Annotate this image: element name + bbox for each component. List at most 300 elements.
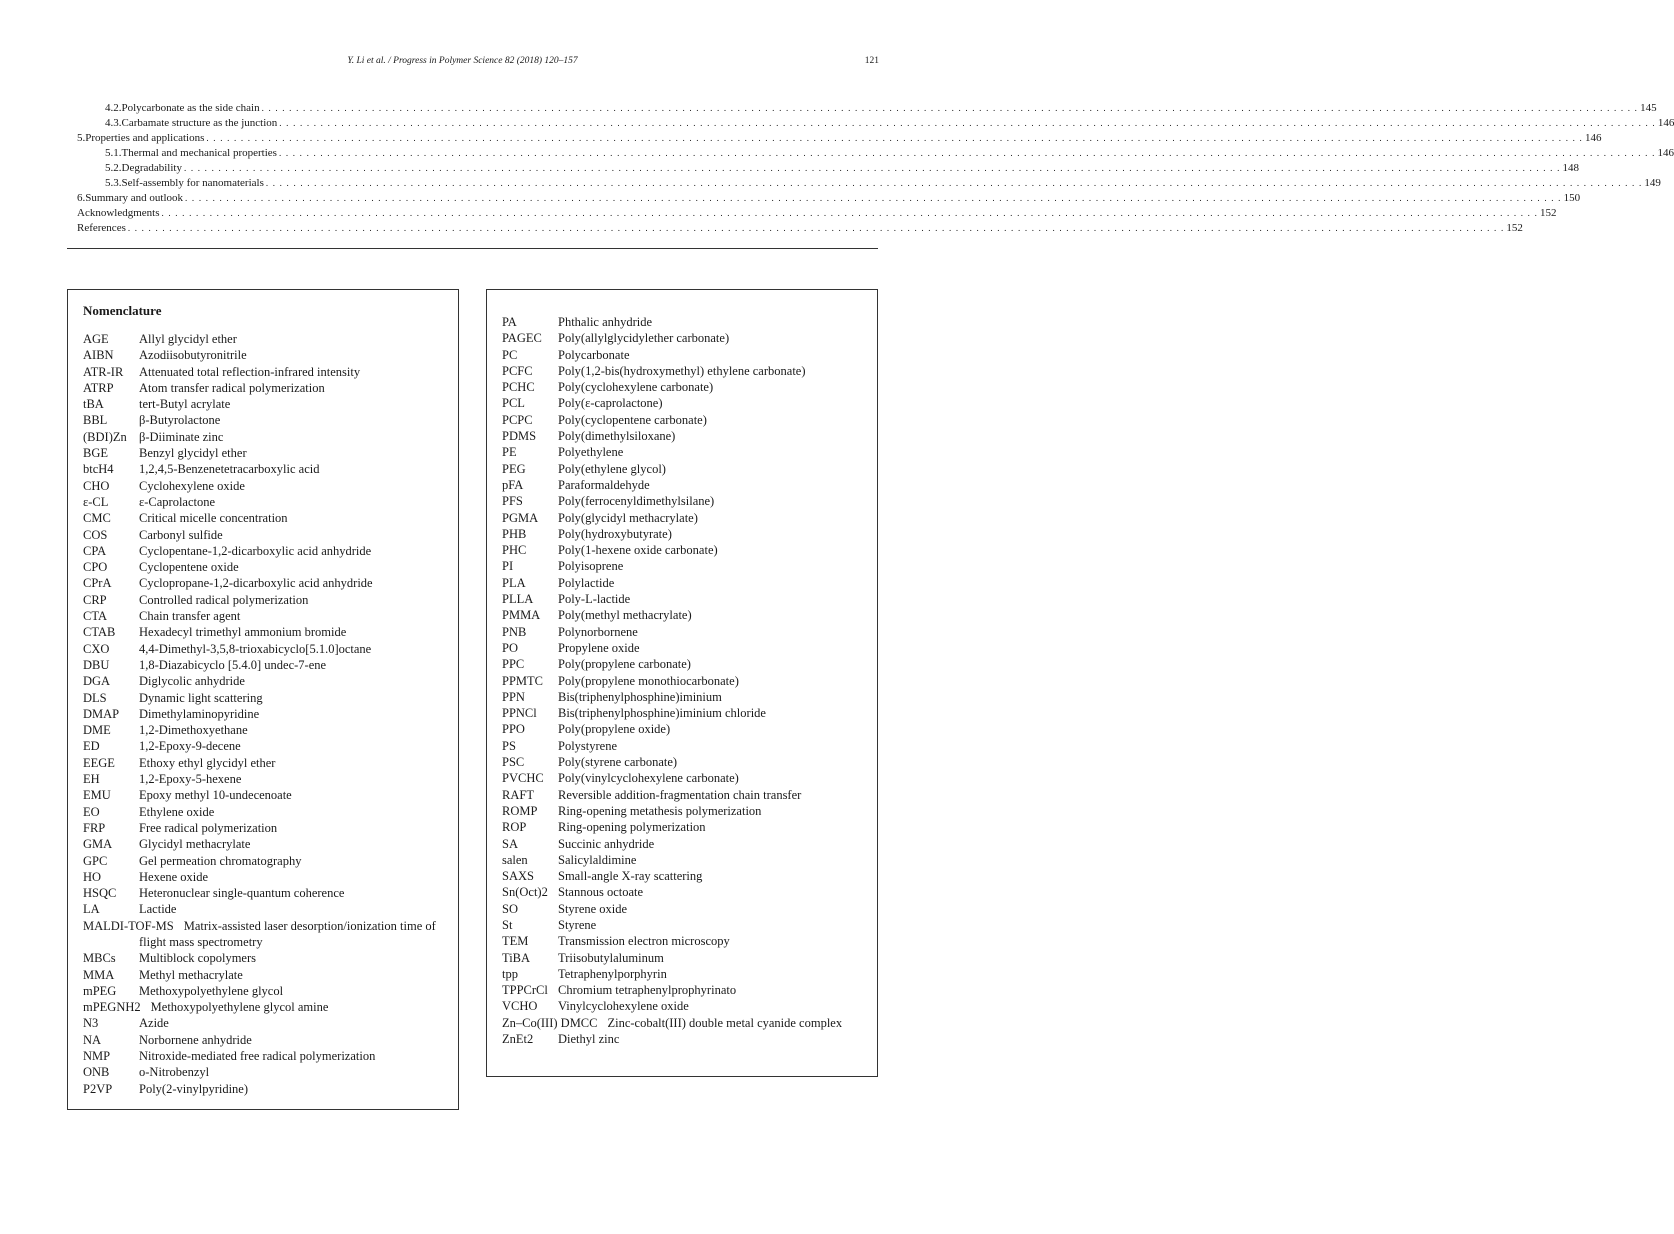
- nomenclature-definition: Poly(dimethylsiloxane): [558, 429, 676, 444]
- nomenclature-entry: [83, 527, 458, 543]
- nomenclature-definition: Polyisoprene: [558, 559, 624, 574]
- nomenclature-entry: [502, 836, 877, 852]
- nomenclature-definition: Poly(hydroxybutyrate): [558, 526, 672, 541]
- nomenclature-entry: [502, 412, 877, 428]
- nomenclature-definition: Atom transfer radical polymerization: [139, 380, 325, 395]
- nomenclature-entry: [83, 1032, 458, 1048]
- toc-entry[interactable]: [77, 191, 1581, 206]
- nomenclature-entry: [83, 755, 458, 771]
- nomenclature-definition: Poly(methyl methacrylate): [558, 608, 692, 623]
- nomenclature-definition: Free radical polymerization: [139, 820, 278, 835]
- nomenclature-abbreviation: PDMS: [502, 429, 537, 444]
- nomenclature-entry: [83, 657, 458, 673]
- nomenclature-list-left: [83, 331, 458, 1097]
- nomenclature-definition: β-Diiminate zinc: [139, 429, 224, 444]
- nomenclature-abbreviation: BGE: [83, 446, 108, 461]
- nomenclature-abbreviation: PA: [502, 315, 517, 329]
- nomenclature-definition: Attenuated total reflection-infrared intensity: [139, 364, 361, 379]
- nomenclature-entry: [502, 705, 877, 721]
- nomenclature-abbreviation: mPEGNH2: [83, 1000, 141, 1015]
- nomenclature-entry: [502, 673, 877, 689]
- nomenclature-abbreviation: DMAP: [83, 706, 120, 721]
- nomenclature-definition: Transmission electron microscopy: [558, 934, 730, 949]
- toc-leader-dots: . . . . . . . . . . . . . . . . . . . . . . . . . . . . . . . . . . . . . . . . . . . . . . . . . . . . . . . . . . . . . . . . . . . . . . . . . . . . . . . . . . . . . . . . . . . . . . . . . . . . . . . . . . . . . . . . . . . . . . . . . . . . . . . . . . . . . . . . . . . . . . . . . . . . . . . . . . . . . . . . . . . . . . . . . . . . . . . . . . . . . . . . . . . . . . . . . . . . . . . .: [265, 178, 1643, 188]
- nomenclature-definition: Norbornene anhydride: [139, 1032, 252, 1047]
- nomenclature-abbreviation: GPC: [83, 853, 108, 868]
- nomenclature-definition: Phthalic anhydride: [558, 315, 653, 329]
- nomenclature-definition: Ring-opening metathesis polymerization: [558, 803, 762, 818]
- nomenclature-entry: [502, 607, 877, 623]
- nomenclature-definition: Lactide: [139, 902, 177, 917]
- nomenclature-entry: [502, 933, 877, 949]
- nomenclature-box-left: [67, 289, 459, 1110]
- nomenclature-entry: [83, 429, 458, 445]
- nomenclature-entry: [502, 754, 877, 770]
- nomenclature-entry: [83, 1015, 458, 1031]
- nomenclature-abbreviation: MALDI-TOF-MS: [83, 918, 174, 933]
- nomenclature-abbreviation: CRP: [83, 592, 107, 607]
- nomenclature-abbreviation: PAGEC: [502, 331, 542, 346]
- nomenclature-abbreviation: HO: [83, 869, 102, 884]
- nomenclature-definition: 1,2-Epoxy-9-decene: [139, 739, 241, 754]
- nomenclature-definition: Glycidyl methacrylate: [139, 837, 251, 852]
- nomenclature-abbreviation: AIBN: [83, 348, 114, 363]
- nomenclature-entry: [83, 510, 458, 526]
- nomenclature-entry: [83, 901, 458, 917]
- nomenclature-definition: Polystyrene: [558, 738, 618, 753]
- nomenclature-definition: Triisobutylaluminum: [558, 950, 664, 965]
- nomenclature-abbreviation: CPrA: [83, 576, 112, 591]
- nomenclature-abbreviation: btcH4: [83, 462, 114, 477]
- nomenclature-abbreviation: PO: [502, 640, 518, 655]
- nomenclature-definition: Vinylcyclohexylene oxide: [558, 999, 689, 1014]
- nomenclature-definition: Poly(propylene carbonate): [558, 657, 691, 672]
- nomenclature-definition: Controlled radical polymerization: [139, 592, 309, 607]
- nomenclature-entry: [502, 428, 877, 444]
- nomenclature-entry: [502, 591, 877, 607]
- toc-entry-number: 4.3.: [105, 117, 122, 129]
- toc-entry-page: 146: [1584, 132, 1602, 144]
- nomenclature-definition: Poly(cyclohexylene carbonate): [558, 380, 714, 395]
- nomenclature-abbreviation: CMC: [83, 511, 111, 526]
- nomenclature-abbreviation: Zn–Co(III) DMCC: [502, 1015, 598, 1030]
- nomenclature-abbreviation: TPPCrCl: [502, 983, 548, 998]
- nomenclature-definition: 1,2-Dimethoxyethane: [139, 723, 248, 738]
- nomenclature-definition: Polyethylene: [558, 445, 624, 460]
- nomenclature-entry: [502, 803, 877, 819]
- nomenclature-definition: Poly(ferrocenyldimethylsilane): [558, 494, 715, 509]
- nomenclature-box-right: [486, 289, 878, 1077]
- nomenclature-abbreviation: PPNCl: [502, 706, 537, 721]
- nomenclature-abbreviation: COS: [83, 527, 108, 542]
- toc-entry[interactable]: [77, 146, 1674, 161]
- nomenclature-definition: 1,2,4,5-Benzenetetracarboxylic acid: [139, 462, 320, 477]
- nomenclature-entry: [83, 412, 458, 428]
- nomenclature-abbreviation: PC: [502, 347, 518, 362]
- nomenclature-entry: [83, 380, 458, 396]
- nomenclature-definition: Stannous octoate: [558, 885, 644, 900]
- nomenclature-abbreviation: Sn(Oct)2: [502, 885, 548, 900]
- nomenclature-definition: 1,8-Diazabicyclo [5.4.0] undec-7-ene: [139, 657, 327, 672]
- toc-entry-title: Properties and applications: [85, 132, 205, 144]
- nomenclature-definition: Hexene oxide: [139, 869, 209, 884]
- table-of-contents: [77, 101, 1674, 236]
- nomenclature-entry: [502, 966, 877, 982]
- nomenclature-entry: [502, 624, 877, 640]
- nomenclature-entry: [83, 999, 458, 1015]
- nomenclature-abbreviation: (BDI)Zn: [83, 429, 127, 444]
- nomenclature-definition: ε-Caprolactone: [139, 494, 216, 509]
- toc-entry[interactable]: [77, 221, 1523, 236]
- nomenclature-entry: [502, 477, 877, 493]
- nomenclature-entry: [502, 510, 877, 526]
- nomenclature-abbreviation: PPN: [502, 689, 525, 704]
- nomenclature-abbreviation: RAFT: [502, 787, 534, 802]
- toc-entry-number: 5.: [77, 132, 86, 144]
- nomenclature-abbreviation: P2VP: [83, 1081, 113, 1096]
- toc-entry-number: 4.2.: [105, 102, 122, 114]
- nomenclature-definition: Matrix-assisted laser desorption/ionization time of flight mass spectrometry: [139, 918, 436, 949]
- toc-entry-title: Thermal and mechanical properties: [121, 147, 277, 159]
- nomenclature-entry: [83, 706, 458, 722]
- nomenclature-entry: [502, 738, 877, 754]
- nomenclature-definition: Carbonyl sulfide: [139, 527, 223, 542]
- nomenclature-definition: Allyl glycidyl ether: [139, 332, 237, 346]
- nomenclature-definition: Diethyl zinc: [558, 1032, 620, 1047]
- toc-entry[interactable]: [77, 101, 1657, 116]
- nomenclature-abbreviation: LA: [83, 902, 100, 917]
- nomenclature-definition: Small-angle X-ray scattering: [558, 869, 703, 884]
- nomenclature-definition: Ethoxy ethyl glycidyl ether: [139, 755, 276, 770]
- nomenclature-entry: [502, 884, 877, 900]
- nomenclature-entry: [83, 1064, 458, 1080]
- nomenclature-definition: Methoxypolyethylene glycol amine: [150, 1000, 329, 1015]
- nomenclature-abbreviation: SA: [502, 836, 518, 851]
- nomenclature-definition: Cyclopropane-1,2-dicarboxylic acid anhydride: [139, 576, 373, 591]
- toc-entry[interactable]: [77, 131, 1602, 146]
- nomenclature-entry: [83, 1048, 458, 1064]
- nomenclature-entry: [502, 542, 877, 558]
- nomenclature-definition: β-Butyrolactone: [139, 413, 221, 428]
- nomenclature-entry: [502, 998, 877, 1014]
- toc-entry-number: 5.2.: [105, 162, 122, 174]
- nomenclature-entry: [502, 1015, 877, 1031]
- nomenclature-entry: [83, 608, 458, 624]
- nomenclature-definition: Poly(styrene carbonate): [558, 755, 678, 770]
- nomenclature-entry: [83, 983, 458, 999]
- nomenclature-entry: [502, 395, 877, 411]
- nomenclature-abbreviation: MMA: [83, 967, 115, 982]
- toc-entry-page: 150: [1563, 192, 1581, 204]
- nomenclature-definition: Cyclohexylene oxide: [139, 478, 245, 493]
- nomenclature-definition: Benzyl glycidyl ether: [139, 446, 247, 461]
- nomenclature-entry: [83, 738, 458, 754]
- nomenclature-abbreviation: DLS: [83, 690, 107, 705]
- toc-entry-title: Acknowledgments: [77, 207, 160, 219]
- toc-leader-dots: . . . . . . . . . . . . . . . . . . . . . . . . . . . . . . . . . . . . . . . . . . . . . . . . . . . . . . . . . . . . . . . . . . . . . . . . . . . . . . . . . . . . . . . . . . . . . . . . . . . . . . . . . . . . . . . . . . . . . . . . . . . . . . . . . . . . . . . . . . . . . . . . . . . . . . . . . . . . . . . . . . . . . . . . . . . . . . . . . . . . . . . . . . . . . . . . . . . . . . . .: [279, 118, 1656, 128]
- nomenclature-entry: [502, 656, 877, 672]
- toc-leader-dots: . . . . . . . . . . . . . . . . . . . . . . . . . . . . . . . . . . . . . . . . . . . . . . . . . . . . . . . . . . . . . . . . . . . . . . . . . . . . . . . . . . . . . . . . . . . . . . . . . . . . . . . . . . . . . . . . . . . . . . . . . . . . . . . . . . . . . . . . . . . . . . . . . . . . . . . . . . . . . . . . . . . . . . . . . . . . . . . . . . . . . . . . . . . . . . . . . . . . . . . .: [161, 208, 1539, 218]
- nomenclature-entry: [83, 445, 458, 461]
- toc-leader-dots: . . . . . . . . . . . . . . . . . . . . . . . . . . . . . . . . . . . . . . . . . . . . . . . . . . . . . . . . . . . . . . . . . . . . . . . . . . . . . . . . . . . . . . . . . . . . . . . . . . . . . . . . . . . . . . . . . . . . . . . . . . . . . . . . . . . . . . . . . . . . . . . . . . . . . . . . . . . . . . . . . . . . . . . . . . . . . . . . . . . . . . . . . . . . . . . . . . . . . . . .: [185, 193, 1562, 203]
- toc-leader-dots: . . . . . . . . . . . . . . . . . . . . . . . . . . . . . . . . . . . . . . . . . . . . . . . . . . . . . . . . . . . . . . . . . . . . . . . . . . . . . . . . . . . . . . . . . . . . . . . . . . . . . . . . . . . . . . . . . . . . . . . . . . . . . . . . . . . . . . . . . . . . . . . . . . . . . . . . . . . . . . . . . . . . . . . . . . . . . . . . . . . . . . . . . . . . . . . . . . . . . . . .: [261, 103, 1639, 113]
- nomenclature-abbreviation: VCHO: [502, 999, 538, 1014]
- toc-entry-page: 152: [1506, 222, 1523, 234]
- toc-entry-page: 149: [1644, 177, 1661, 189]
- toc-entry-page: 148: [1562, 162, 1580, 174]
- nomenclature-entry: [83, 592, 458, 608]
- toc-entry[interactable]: [77, 176, 1661, 191]
- nomenclature-entry: [502, 819, 877, 835]
- nomenclature-abbreviation: NMP: [83, 1049, 111, 1064]
- nomenclature-entry: [83, 853, 458, 869]
- nomenclature-abbreviation: ED: [83, 739, 100, 754]
- nomenclature-abbreviation: CPO: [83, 560, 108, 575]
- nomenclature-entry: [83, 559, 458, 575]
- nomenclature-abbreviation: HSQC: [83, 886, 117, 901]
- nomenclature-abbreviation: ZnEt2: [502, 1032, 534, 1047]
- nomenclature-definition: Salicylaldimine: [558, 852, 637, 867]
- toc-entry-page: 152: [1540, 207, 1557, 219]
- nomenclature-abbreviation: GMA: [83, 837, 113, 852]
- nomenclature-entry: [502, 1031, 877, 1047]
- nomenclature-entry: [502, 493, 877, 509]
- nomenclature-abbreviation: CPA: [83, 543, 107, 558]
- nomenclature-definition: tert-Butyl acrylate: [139, 397, 231, 412]
- nomenclature-abbreviation: St: [502, 917, 513, 932]
- nomenclature-abbreviation: ATR-IR: [83, 364, 124, 379]
- nomenclature-definition: Propylene oxide: [558, 640, 640, 655]
- nomenclature-entry: [83, 836, 458, 852]
- nomenclature-definition: Poly(cyclopentene carbonate): [558, 412, 707, 427]
- nomenclature-entry: [83, 950, 458, 966]
- nomenclature-list-right: [502, 314, 877, 1047]
- nomenclature-entry: [83, 787, 458, 803]
- nomenclature-definition: Ethylene oxide: [139, 804, 215, 819]
- nomenclature-definition: Multiblock copolymers: [139, 951, 256, 966]
- nomenclature-abbreviation: PI: [502, 559, 514, 574]
- nomenclature-abbreviation: PPMTC: [502, 673, 543, 688]
- nomenclature-abbreviation: PMMA: [502, 608, 541, 623]
- nomenclature-definition: Paraformaldehyde: [558, 477, 650, 492]
- nomenclature-definition: Hexadecyl trimethyl ammonium bromide: [139, 625, 347, 640]
- nomenclature-abbreviation: pFA: [502, 477, 524, 492]
- nomenclature-definition: Poly(1-hexene oxide carbonate): [558, 543, 718, 558]
- nomenclature-entry: [502, 347, 877, 363]
- nomenclature-definition: Azide: [139, 1016, 169, 1031]
- nomenclature-abbreviation: PPC: [502, 657, 525, 672]
- nomenclature-abbreviation: DGA: [83, 674, 111, 689]
- nomenclature-definition: Chain transfer agent: [139, 609, 241, 624]
- nomenclature-entry: [502, 330, 877, 346]
- nomenclature-entry: [83, 543, 458, 559]
- nomenclature-definition: Dynamic light scattering: [139, 690, 263, 705]
- nomenclature-entry: [83, 722, 458, 738]
- nomenclature-entry: [83, 820, 458, 836]
- nomenclature-definition: Methoxypolyethylene glycol: [139, 983, 284, 998]
- nomenclature-definition: Bis(triphenylphosphine)iminium: [558, 689, 722, 704]
- nomenclature-abbreviation: salen: [502, 852, 528, 867]
- nomenclature-definition: Poly(vinylcyclohexylene carbonate): [558, 771, 739, 786]
- nomenclature-entry: [83, 494, 458, 510]
- nomenclature-entry: [83, 869, 458, 885]
- nomenclature-entry: [502, 575, 877, 591]
- nomenclature-abbreviation: PLLA: [502, 592, 534, 607]
- toc-entry-title: Summary and outlook: [85, 192, 184, 204]
- toc-leader-dots: . . . . . . . . . . . . . . . . . . . . . . . . . . . . . . . . . . . . . . . . . . . . . . . . . . . . . . . . . . . . . . . . . . . . . . . . . . . . . . . . . . . . . . . . . . . . . . . . . . . . . . . . . . . . . . . . . . . . . . . . . . . . . . . . . . . . . . . . . . . . . . . . . . . . . . . . . . . . . . . . . . . . . . . . . . . . . . . . . . . . . . . . . . . . . . . . . . . . . . . .: [127, 223, 1505, 233]
- nomenclature-abbreviation: EO: [83, 804, 100, 819]
- nomenclature-entry: [83, 804, 458, 820]
- nomenclature-entry: [502, 770, 877, 786]
- nomenclature-definition: Critical micelle concentration: [139, 511, 288, 526]
- nomenclature-entry: [502, 363, 877, 379]
- nomenclature-definition: Epoxy methyl 10-undecenoate: [139, 788, 292, 803]
- nomenclature-definition: Cyclopentane-1,2-dicarboxylic acid anhydride: [139, 543, 372, 558]
- nomenclature-definition: Chromium tetraphenylprophyrinato: [558, 983, 737, 998]
- nomenclature-abbreviation: ONB: [83, 1065, 110, 1080]
- toc-entry-number: 6.: [77, 192, 86, 204]
- running-header: [0, 56, 925, 70]
- nomenclature-definition: Gel permeation chromatography: [139, 853, 302, 868]
- toc-entry-title: References: [77, 222, 126, 234]
- nomenclature-definition: Nitroxide-mediated free radical polymerization: [139, 1049, 376, 1064]
- nomenclature-entry: [83, 478, 458, 494]
- toc-leader-dots: . . . . . . . . . . . . . . . . . . . . . . . . . . . . . . . . . . . . . . . . . . . . . . . . . . . . . . . . . . . . . . . . . . . . . . . . . . . . . . . . . . . . . . . . . . . . . . . . . . . . . . . . . . . . . . . . . . . . . . . . . . . . . . . . . . . . . . . . . . . . . . . . . . . . . . . . . . . . . . . . . . . . . . . . . . . . . . . . . . . . . . . . . . . . . . . . . . . . . . . .: [278, 148, 1656, 158]
- nomenclature-definition: Poly(ethylene glycol): [558, 461, 666, 476]
- nomenclature-entry: [502, 444, 877, 460]
- nomenclature-entry: [83, 967, 458, 983]
- nomenclature-entry: [83, 641, 458, 657]
- nomenclature-definition: Methyl methacrylate: [139, 967, 243, 982]
- nomenclature-entry: [83, 885, 458, 901]
- toc-entry[interactable]: [77, 206, 1557, 221]
- toc-entry-page: 145: [1640, 102, 1657, 114]
- nomenclature-definition: Polynorbornene: [558, 624, 638, 639]
- nomenclature-abbreviation: NA: [83, 1032, 102, 1047]
- nomenclature-entry: [83, 396, 458, 412]
- toc-entry-page: 146: [1657, 147, 1674, 159]
- toc-entry[interactable]: [77, 116, 1674, 131]
- nomenclature-definition: Poly(allylglycidylether carbonate): [558, 331, 730, 346]
- nomenclature-abbreviation: PGMA: [502, 510, 539, 525]
- nomenclature-abbreviation: ROMP: [502, 803, 538, 818]
- nomenclature-entry: [502, 689, 877, 705]
- nomenclature-abbreviation: tpp: [502, 966, 518, 981]
- nomenclature-definition: Succinic anhydride: [558, 836, 655, 851]
- nomenclature-abbreviation: DME: [83, 723, 111, 738]
- nomenclature-abbreviation: CTA: [83, 609, 107, 624]
- section-divider: [67, 248, 878, 249]
- nomenclature-entry: [83, 575, 458, 591]
- nomenclature-abbreviation: PEG: [502, 461, 526, 476]
- nomenclature-abbreviation: N3: [83, 1016, 99, 1031]
- toc-entry[interactable]: [77, 161, 1580, 176]
- nomenclature-definition: Tetraphenylporphyrin: [558, 966, 667, 981]
- nomenclature-definition: Poly(propylene monothiocarbonate): [558, 673, 739, 688]
- toc-entry-title: Carbamate structure as the junction: [121, 117, 278, 129]
- nomenclature-abbreviation: EH: [83, 772, 100, 787]
- nomenclature-definition: Styrene oxide: [558, 901, 628, 916]
- journal-citation: Y. Li et al. / Progress in Polymer Science 82 (2018) 120–157: [347, 56, 578, 66]
- nomenclature-abbreviation: PHB: [502, 526, 527, 541]
- nomenclature-entry: [83, 673, 458, 689]
- nomenclature-definition: Ring-opening polymerization: [558, 820, 706, 835]
- nomenclature-entry: [502, 982, 877, 998]
- nomenclature-definition: Poly(1,2-bis(hydroxymethyl) ethylene carbonate): [558, 363, 806, 378]
- nomenclature-abbreviation: PCHC: [502, 380, 535, 395]
- toc-leader-dots: . . . . . . . . . . . . . . . . . . . . . . . . . . . . . . . . . . . . . . . . . . . . . . . . . . . . . . . . . . . . . . . . . . . . . . . . . . . . . . . . . . . . . . . . . . . . . . . . . . . . . . . . . . . . . . . . . . . . . . . . . . . . . . . . . . . . . . . . . . . . . . . . . . . . . . . . . . . . . . . . . . . . . . . . . . . . . . . . . . . . . . . . . . . . . . . . . . . . . . . .: [206, 133, 1583, 143]
- nomenclature-definition: Polylactide: [558, 575, 615, 590]
- page-number: 121: [864, 56, 879, 66]
- nomenclature-abbreviation: PS: [502, 738, 516, 753]
- nomenclature-entry: [502, 379, 877, 395]
- nomenclature-entry: [502, 917, 877, 933]
- nomenclature-abbreviation: ATRP: [83, 380, 114, 395]
- nomenclature-abbreviation: PVCHC: [502, 771, 544, 786]
- nomenclature-definition: Poly(glycidyl methacrylate): [558, 510, 698, 525]
- nomenclature-abbreviation: TiBA: [502, 950, 531, 965]
- nomenclature-abbreviation: CXO: [83, 641, 110, 656]
- nomenclature-definition: Bis(triphenylphosphine)iminium chloride: [558, 706, 766, 721]
- nomenclature-definition: Poly-L-lactide: [558, 592, 631, 607]
- nomenclature-abbreviation: PLA: [502, 575, 526, 590]
- nomenclature-abbreviation: ε-CL: [83, 494, 109, 509]
- nomenclature-definition: Zinc-cobalt(III) double metal cyanide complex: [607, 1015, 843, 1030]
- nomenclature-entry: [83, 364, 458, 380]
- nomenclature-definition: Poly(propylene oxide): [558, 722, 671, 737]
- nomenclature-abbreviation: PCPC: [502, 412, 533, 427]
- nomenclature-abbreviation: TEM: [502, 934, 529, 949]
- nomenclature-definition: Poly(2-vinylpyridine): [139, 1081, 249, 1096]
- nomenclature-definition: Styrene: [558, 917, 597, 932]
- nomenclature-entry: [83, 347, 458, 363]
- nomenclature-definition: 1,2-Epoxy-5-hexene: [139, 772, 242, 787]
- nomenclature-abbreviation: PNB: [502, 624, 527, 639]
- nomenclature-abbreviation: PFS: [502, 494, 523, 509]
- toc-entry-title: Degradability: [121, 162, 182, 174]
- nomenclature-definition: o-Nitrobenzyl: [139, 1065, 210, 1080]
- nomenclature-definition: Reversible addition-fragmentation chain transfer: [558, 787, 802, 802]
- nomenclature-abbreviation: ROP: [502, 820, 527, 835]
- nomenclature-entry: [502, 461, 877, 477]
- nomenclature-abbreviation: PE: [502, 445, 517, 460]
- nomenclature-entry: [502, 314, 877, 330]
- nomenclature-abbreviation: PSC: [502, 755, 525, 770]
- nomenclature-abbreviation: CHO: [83, 478, 110, 493]
- nomenclature-entry: [502, 526, 877, 542]
- nomenclature-abbreviation: SO: [502, 901, 518, 916]
- nomenclature-abbreviation: EEGE: [83, 755, 115, 770]
- nomenclature-abbreviation: AGE: [83, 332, 109, 346]
- nomenclature-abbreviation: EMU: [83, 788, 111, 803]
- nomenclature-entry: [502, 721, 877, 737]
- nomenclature-definition: Polycarbonate: [558, 347, 630, 362]
- nomenclature-entry: [83, 690, 458, 706]
- nomenclature-abbreviation: mPEG: [83, 983, 117, 998]
- nomenclature-definition: Heteronuclear single-quantum coherence: [139, 886, 345, 901]
- nomenclature-abbreviation: tBA: [83, 397, 104, 412]
- toc-entry-title: Polycarbonate as the side chain: [121, 102, 260, 114]
- nomenclature-entry: [502, 901, 877, 917]
- nomenclature-definition: Dimethylaminopyridine: [139, 706, 260, 721]
- nomenclature-entry: [502, 868, 877, 884]
- nomenclature-entry: [83, 624, 458, 640]
- nomenclature-entry: [502, 640, 877, 656]
- nomenclature-abbreviation: PCL: [502, 396, 525, 411]
- nomenclature-entry: [83, 918, 458, 951]
- nomenclature-abbreviation: SAXS: [502, 869, 534, 884]
- nomenclature-abbreviation: PHC: [502, 543, 527, 558]
